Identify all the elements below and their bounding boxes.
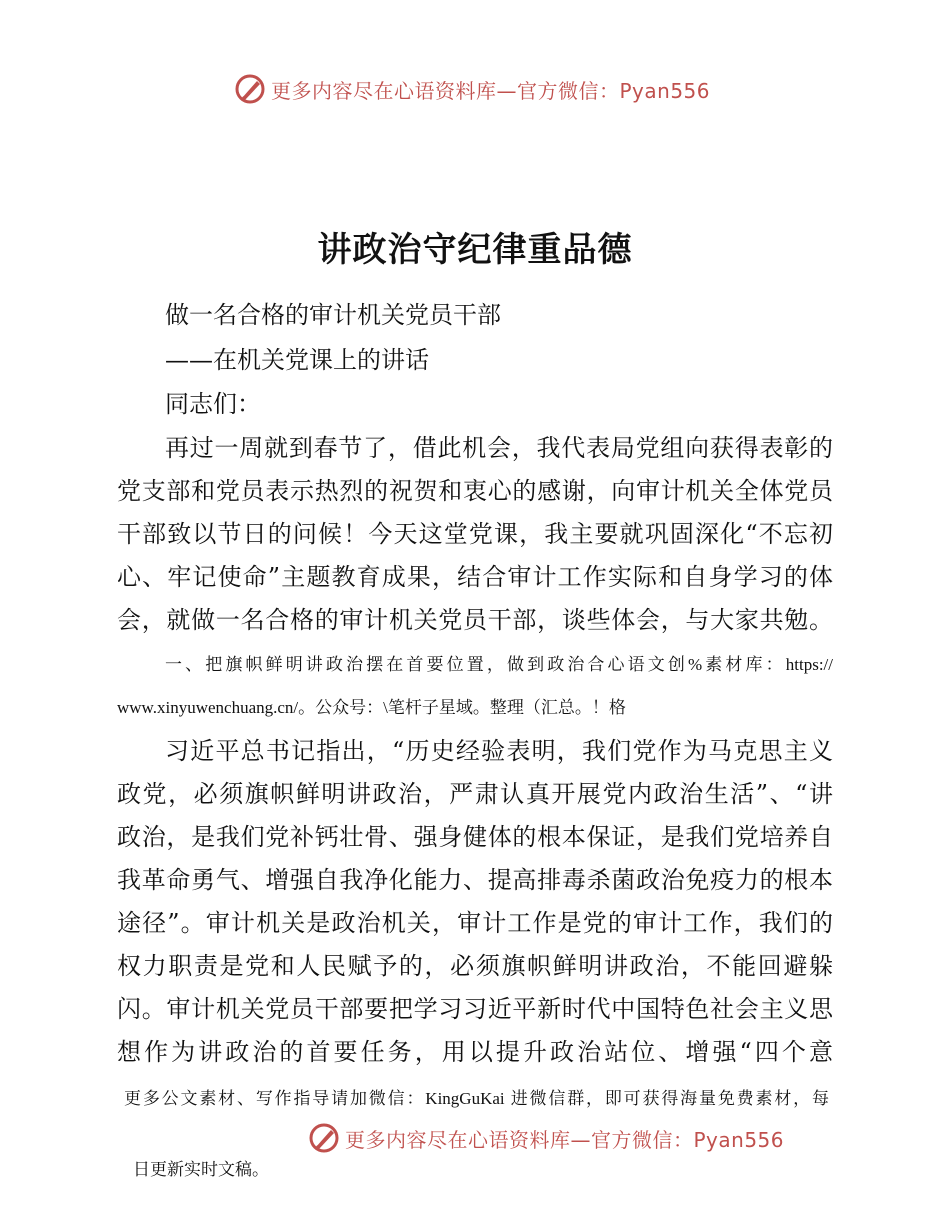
- section-heading-1-continued: www.xinyuwenchuang.cn/。公众号：\笔杆子星域。整理（汇总。！格: [117, 698, 626, 717]
- paragraph-2-line: 途径”。审计机关是政治机关，审计工作是党的审计工作，我们的: [117, 909, 833, 937]
- paragraph-2-line: 政党，必须旗帜鲜明讲政治，严肃认真开展党内政治生活”、“讲: [117, 780, 833, 808]
- header-watermark-text: 更多内容尽在心语资料库—官方微信：Pyan556: [271, 78, 711, 103]
- footer-promo-line: 更多公文素材、写作指导请加微信：KingGuKai 进微信群，即可获得海量免费素材，每: [124, 1089, 829, 1108]
- paragraph-1-line: 党支部和党员表示热烈的祝贺和衷心的感谢，向审计机关全体党员: [117, 477, 833, 505]
- footer-watermark-banner: [307, 1121, 784, 1155]
- paragraph-2-line: 想作为讲政治的首要任务，用以提升政治站位、增强“四个意: [117, 1038, 833, 1066]
- paragraph-2-line: 习近平总书记指出，“历史经验表明，我们党作为马克思主义: [165, 737, 833, 765]
- document-subtitle-speech: ——在机关党课上的讲话: [165, 346, 429, 374]
- document-subtitle: 做一名合格的审计机关党员干部: [165, 301, 501, 329]
- header-watermark-banner: [233, 72, 710, 106]
- quill-pen-logo-icon: [233, 72, 267, 106]
- paragraph-2-line: 闪。审计机关党员干部要把学习习近平新时代中国特色社会主义思: [117, 995, 833, 1023]
- section-heading-1: 一、把旗帜鲜明讲政治摆在首要位置，做到政治合心语文创%素材库：https://: [165, 655, 833, 674]
- paragraph-1-line: 心、牢记使命”主题教育成果，结合审计工作实际和自身学习的体: [117, 563, 833, 591]
- salutation: 同志们：: [165, 390, 261, 418]
- paragraph-2-line: 我革命勇气、增强自我净化能力、提高排毒杀菌政治免疫力的根本: [117, 866, 833, 894]
- footer-promo-line-continued: 日更新实时文稿。: [133, 1160, 269, 1179]
- paragraph-1-line: 会，就做一名合格的审计机关党员干部，谈些体会，与大家共勉。: [117, 606, 833, 634]
- paragraph-1-line: 再过一周就到春节了，借此机会，我代表局党组向获得表彰的: [165, 434, 833, 462]
- quill-pen-logo-icon: [307, 1121, 341, 1155]
- paragraph-2-line: 权力职责是党和人民赋予的，必须旗帜鲜明讲政治，不能回避躲: [117, 952, 833, 980]
- document-title: 讲政治守纪律重品德: [317, 230, 633, 270]
- footer-watermark-text: 更多内容尽在心语资料库—官方微信：Pyan556: [345, 1127, 785, 1152]
- paragraph-2-line: 政治，是我们党补钙壮骨、强身健体的根本保证，是我们党培养自: [117, 823, 833, 851]
- paragraph-1-line: 干部致以节日的问候！今天这堂党课，我主要就巩固深化“不忘初: [117, 520, 833, 548]
